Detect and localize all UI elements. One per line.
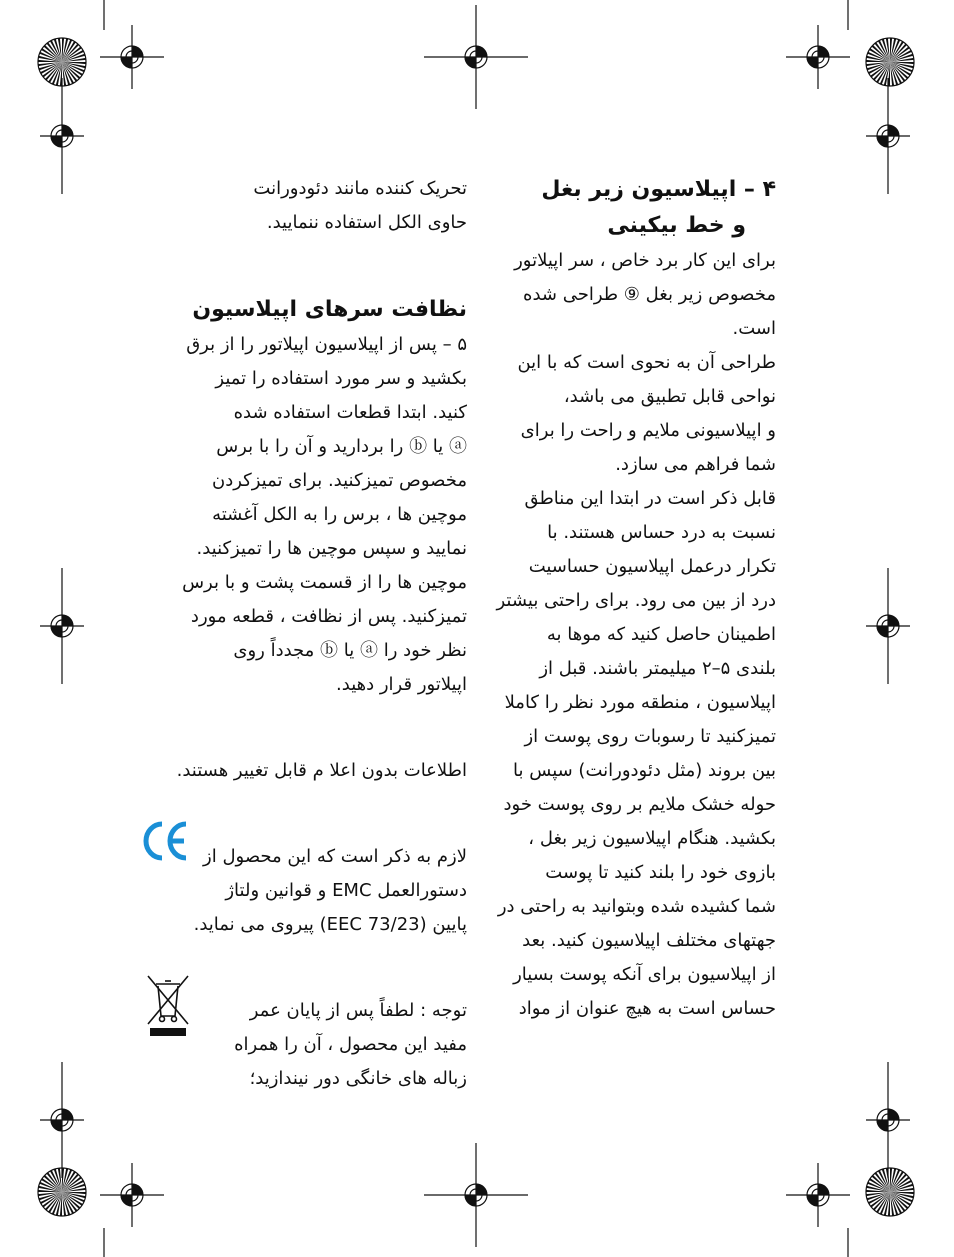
cleaning-body-line: کنید. ابتدا قطعات استفاده شده bbox=[233, 402, 467, 423]
cleaning-body-line: موچین ها را از قسمت پشت و با برس bbox=[182, 572, 467, 593]
axilla-body-line: اطمینان حاصل کنید که موها به bbox=[546, 624, 776, 645]
axilla-body-line: بلندی ۵–۲ میلیمتر باشند. قبل از bbox=[539, 658, 776, 679]
axilla-body-line: نسبت به درد حساس هستند. با bbox=[547, 522, 776, 543]
axilla-body-line: بازوی خود را بلند کنید تا پوست bbox=[545, 862, 776, 883]
registration-mark-icon bbox=[786, 1163, 850, 1227]
section-body bbox=[486, 244, 776, 1026]
section-heading-line1: ۴ – اپیلاسیون زیر بغل bbox=[541, 177, 776, 202]
registration-mark-icon bbox=[866, 1062, 910, 1178]
registration-mark-icon bbox=[786, 25, 850, 89]
ce-text-line: دستورالعمل EMC و قوانین ولتاژ bbox=[225, 880, 467, 901]
axilla-body-line: جهتهای مختلف اپیلاسیون کنید. بعد bbox=[522, 930, 776, 951]
registration-mark-icon bbox=[100, 25, 164, 89]
axilla-body-line: بکشید. هنگام اپیلاسیون زیر بغل ، bbox=[528, 828, 776, 849]
cleaning-body-line: موچین ها ، برس را به الکل آغشته bbox=[212, 504, 467, 525]
starburst-icon bbox=[866, 1168, 914, 1216]
axilla-body-line: حوله خشک ملایم بر روی پوست خود bbox=[503, 794, 776, 815]
cleaning-body-line: نظر خود را ⓐ یا ⓑ مجدداً روی bbox=[233, 640, 467, 661]
continuation-line: تحریک کننده مانند دئودورانت bbox=[253, 178, 467, 199]
notice-text: اطلاعات بدون اعلا م قابل تغییر هستند. bbox=[176, 760, 467, 781]
axilla-body-line: است. bbox=[732, 318, 776, 339]
axilla-body-line: بین بروند (مثل دئودورانت) سپس با bbox=[513, 760, 776, 781]
axilla-body-line: قابل ذکر است در ابتدا این مناطق bbox=[524, 488, 776, 509]
disposal-text-line: مفید این محصول ، آن را همراه bbox=[234, 1034, 467, 1055]
disposal-text-line: توجه : لطفاً پس از پایان عمر bbox=[249, 1000, 467, 1021]
cleaning-body-line: نمایید و سپس موچین ها را تمیزکنید. bbox=[196, 538, 467, 559]
axilla-body-line: مخصوص زیر بغل ⑨ طراحی شده bbox=[523, 284, 776, 305]
registration-mark-icon bbox=[40, 78, 84, 194]
starburst-icon bbox=[866, 38, 914, 86]
ce-mark-icon bbox=[140, 816, 190, 866]
continuation-text bbox=[140, 172, 467, 240]
ce-text-line: پایین (73/23 EEC) پیروی می نماید. bbox=[193, 914, 467, 935]
cleaning-body-line: بکشید و سر مورد استفاده را تمیز bbox=[215, 368, 467, 389]
axilla-body-line: شما کشیده شده وبتوانید به راحتی در bbox=[497, 896, 776, 917]
ce-text-line: لازم به ذکر است که این محصول از bbox=[203, 846, 467, 867]
axilla-body-line: از اپیلاسیون برای آنکه پوست بسیار bbox=[513, 964, 776, 985]
cleaning-body-line: ⓐ یا ⓑ را بردارید و آن را با برس bbox=[216, 436, 467, 457]
registration-mark-icon bbox=[866, 568, 910, 684]
cleaning-body-line: اپیلاتور قرار دهید. bbox=[336, 674, 467, 695]
cleaning-body-line: تمیزکنید. پس از نظافت ، قطعه مورد bbox=[190, 606, 467, 627]
left-column bbox=[140, 172, 467, 1096]
cleaning-heading: نظافت سرهای اپیلاسیون bbox=[192, 297, 467, 322]
cleaning-body-line: ۵ – پس از اپیلاسیون اپیلاتور را از برق bbox=[186, 334, 467, 355]
axilla-body-line: تمیزکنید تا رسوبات روی پوست از bbox=[524, 726, 776, 747]
disposal-text-line: زباله های خانگی دور نیندازید؛ bbox=[249, 1068, 467, 1089]
axilla-body-line: برای این کار برد خاص ، سر اپیلاتور bbox=[514, 250, 776, 271]
axilla-body-line: درد از بین می رود. برای راحتی بیشتر bbox=[496, 590, 776, 611]
registration-mark-icon bbox=[40, 1062, 84, 1178]
section-heading-line2: و خط بیکینی bbox=[607, 213, 746, 238]
axilla-body-line: طراحی آن به نحوی است که با این bbox=[517, 352, 776, 373]
registration-mark-icon bbox=[866, 78, 910, 194]
registration-mark-icon bbox=[424, 1143, 528, 1247]
registration-mark-icon bbox=[100, 1163, 164, 1227]
axilla-body-line: و اپیلاسیونی ملایم و راحت را برای bbox=[520, 420, 776, 441]
axilla-body-line: تکرار درعمل اپیلاسیون حساسیت bbox=[528, 556, 776, 577]
axilla-body-line: شما فراهم می سازد. bbox=[615, 454, 776, 475]
axilla-body-line: اپیلاسیون ، منطقه مورد نظر را کاملا bbox=[504, 692, 776, 713]
cleaning-body-line: مخصوص تمیزکنید. برای تمیزکردن bbox=[211, 470, 467, 491]
axilla-bikini-section bbox=[486, 172, 776, 1026]
axilla-body-line: نواحی قابل تطبیق می باشد، bbox=[563, 386, 776, 407]
axilla-body-line: حساس است به هیچ عنوان از مواد bbox=[518, 998, 776, 1019]
crossed-out-wheelie-bin-icon bbox=[146, 972, 190, 1038]
registration-mark-icon bbox=[40, 568, 84, 684]
cleaning-body bbox=[140, 328, 467, 702]
registration-mark-icon bbox=[424, 5, 528, 109]
continuation-line: حاوی الکل استفاده ننمایید. bbox=[266, 212, 467, 233]
